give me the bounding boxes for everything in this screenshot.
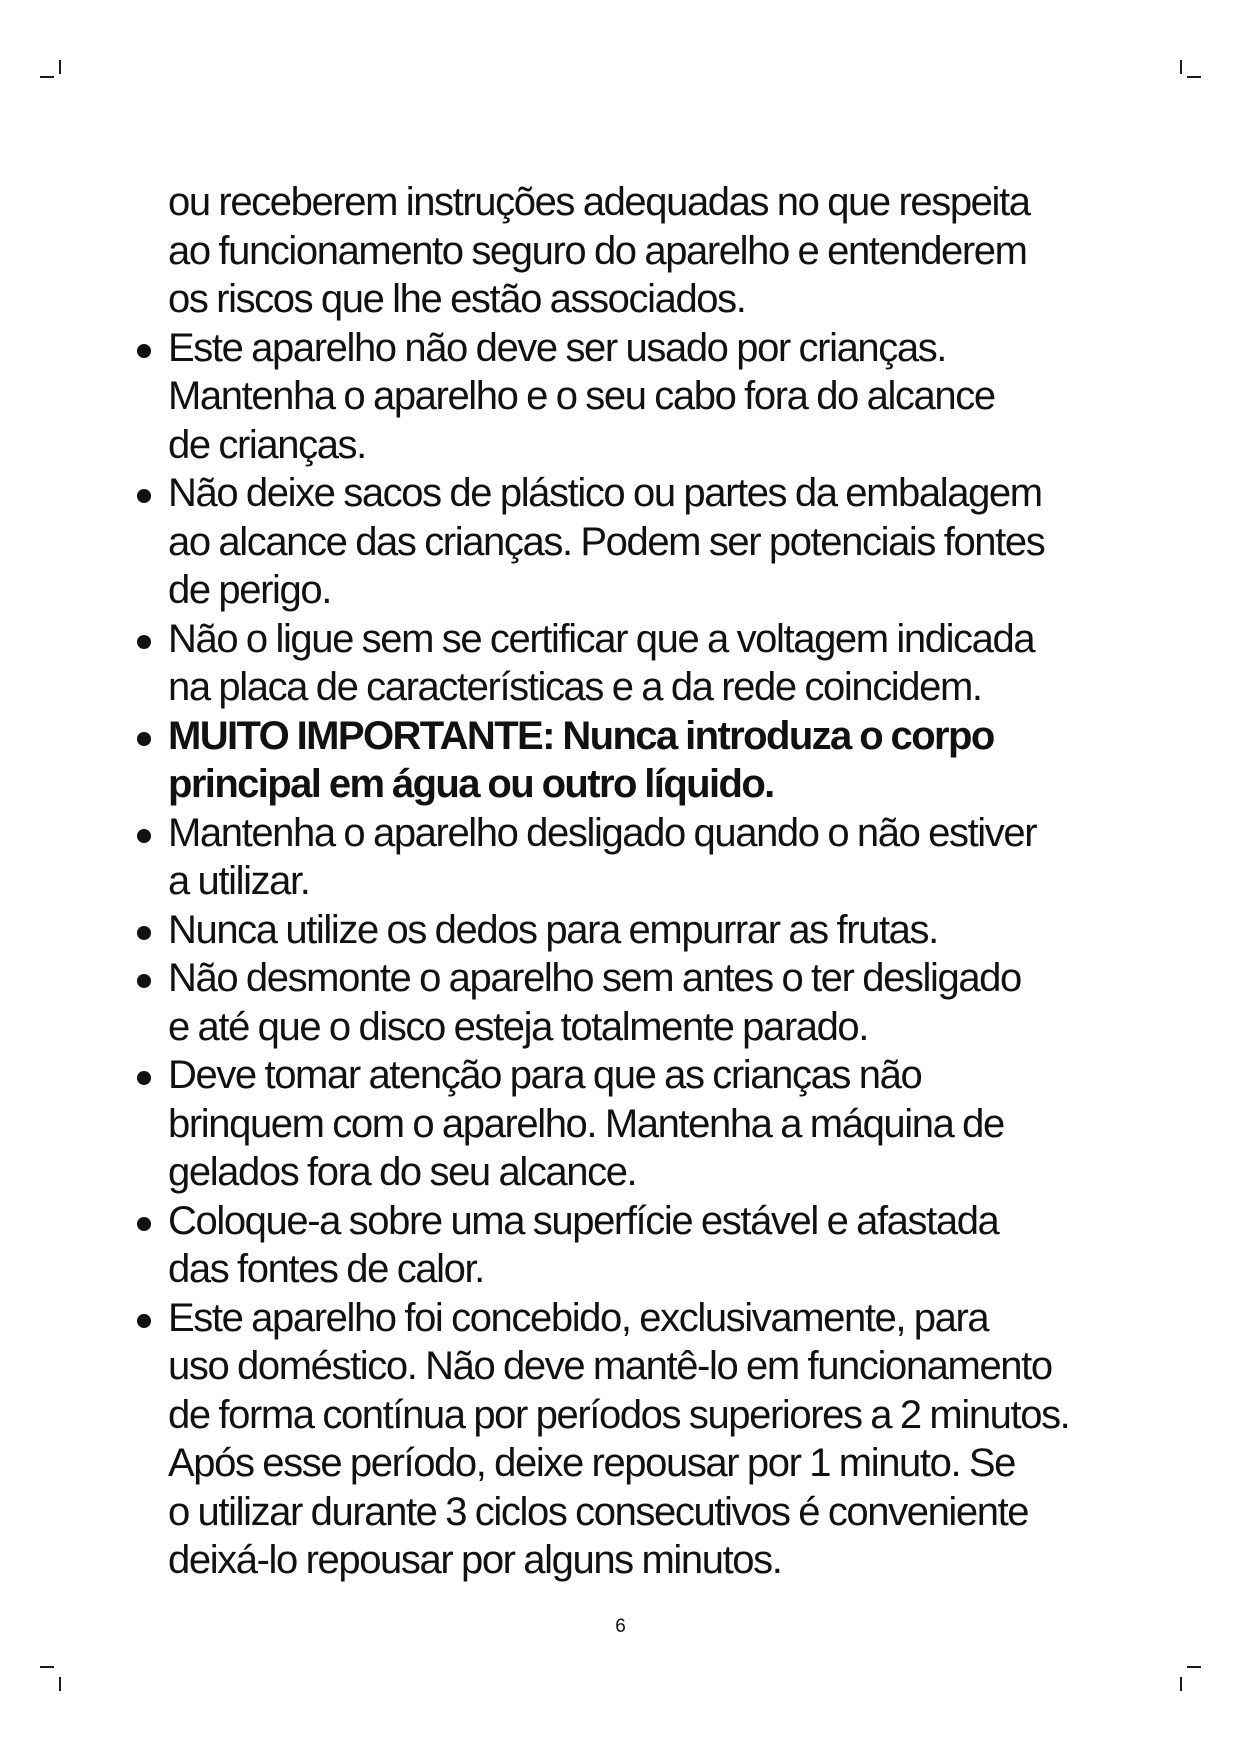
text-line: Não desmonte o aparelho sem antes o ter desligado (168, 956, 1021, 1000)
crop-mark-top-right-h (1187, 76, 1201, 78)
bullet-item (133, 469, 1133, 615)
bullet-icon (137, 1217, 151, 1231)
text-line: a utilizar. (168, 859, 310, 903)
text-line: uso doméstico. Não deve mantê-lo em funcionamento (168, 1344, 1052, 1388)
bullet-icon (137, 926, 151, 940)
text-line: de forma contínua por períodos superiores a 2 minutos. (168, 1392, 1070, 1437)
crop-mark-bottom-right-h (1187, 1666, 1201, 1668)
text-line: Coloque-a sobre uma superfície estável e afastada (168, 1198, 999, 1243)
text-line: Nunca utilize os dedos para empurrar as frutas. (168, 907, 938, 952)
bullet-item (133, 809, 1133, 906)
page-number: 6 (615, 1616, 626, 1637)
text-line: Não deixe sacos de plástico ou partes da embalagem (168, 471, 1042, 515)
text-line: e até que o disco esteja totalmente parado. (168, 1004, 868, 1049)
text-line: deixá-lo repousar por alguns minutos. (168, 1538, 782, 1582)
text-line: na placa de características e a da rede coincidem. (168, 665, 982, 709)
bullet-item (133, 906, 1133, 955)
bullet-icon (137, 489, 151, 503)
crop-mark-top-left-v (59, 60, 61, 74)
text-line: Deve tomar atenção para que as crianças não (168, 1053, 922, 1097)
text-line: ou receberem instruções adequadas no que respeita (168, 180, 1030, 224)
bullet-item (133, 1051, 1133, 1197)
bullet-item (133, 615, 1133, 712)
bullet-item-important-warning (133, 712, 1133, 809)
text-line: das fontes de calor. (168, 1247, 484, 1291)
text-line: Após esse período, deixe repousar por 1 minuto. Se (168, 1441, 1016, 1485)
bullet-item (133, 954, 1133, 1051)
text-line: os riscos que lhe estão associados. (168, 277, 746, 321)
safety-instructions (133, 178, 1133, 1585)
bullet-item (133, 324, 1133, 470)
intro-paragraph (133, 178, 1133, 324)
text-line: de crianças. (168, 422, 366, 467)
text-line: de perigo. (168, 568, 331, 612)
bullet-icon (137, 732, 151, 746)
text-line: Não o ligue sem se certificar que a voltagem indicada (168, 616, 1035, 661)
crop-mark-bottom-left-v (59, 1677, 61, 1691)
crop-mark-bottom-right-v (1180, 1677, 1182, 1691)
text-line: MUITO IMPORTANTE: Nunca introduza o corpo (168, 713, 994, 758)
bullet-icon (137, 344, 151, 358)
text-line: Mantenha o aparelho desligado quando o não estiver (168, 810, 1037, 855)
crop-mark-top-right-v (1180, 60, 1182, 74)
bullet-item (133, 1197, 1133, 1294)
bullet-icon (137, 974, 151, 988)
text-line: Mantenha o aparelho e o seu cabo fora do alcance (168, 374, 995, 418)
bullet-icon (137, 1314, 151, 1328)
text-line: brinquem com o aparelho. Mantenha a máquina de (168, 1101, 1004, 1146)
bullet-item (133, 1294, 1133, 1585)
bullet-icon (137, 1071, 151, 1085)
text-line: ao alcance das crianças. Podem ser potenciais fontes (168, 519, 1045, 564)
text-line: ao funcionamento seguro do aparelho e entenderem (168, 228, 1027, 273)
text-line: o utilizar durante 3 ciclos consecutivos é conveniente (168, 1489, 1029, 1534)
crop-mark-top-left-h (40, 76, 54, 78)
bullet-icon (137, 635, 151, 649)
text-line: principal em água ou outro líquido. (168, 762, 774, 806)
crop-mark-bottom-left-h (40, 1666, 54, 1668)
text-line: Este aparelho não deve ser usado por crianças. (168, 325, 947, 370)
text-line: gelados fora do seu alcance. (168, 1150, 637, 1194)
text-line: Este aparelho foi concebido, exclusivamente, para (168, 1295, 989, 1340)
bullet-icon (137, 829, 151, 843)
